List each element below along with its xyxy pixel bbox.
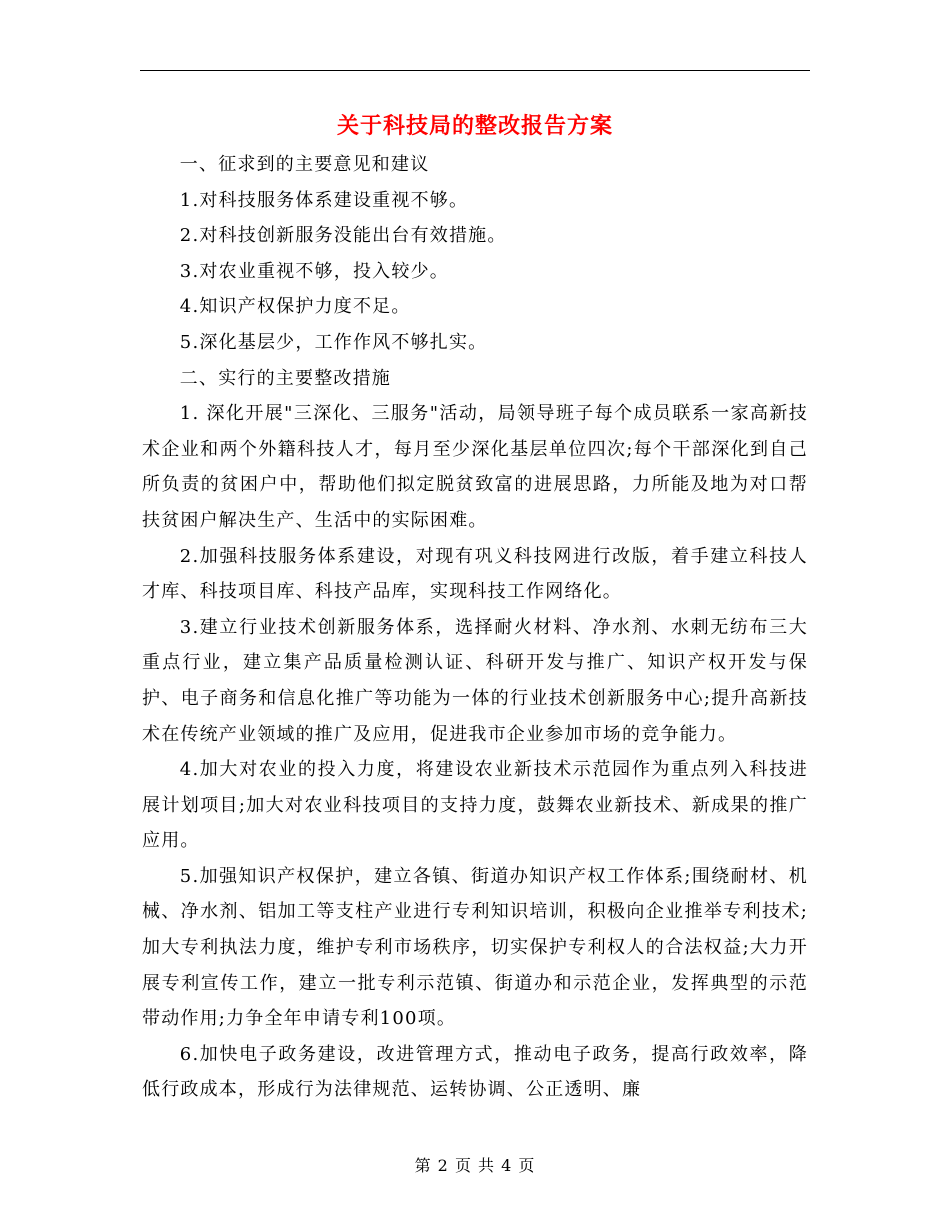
page-number-footer: 第 2 页 共 4 页	[414, 1156, 536, 1175]
document-body	[142, 147, 808, 1108]
opinion-item-3: 3.对农业重视不够，投入较少。	[179, 260, 449, 282]
measure-paragraph-5: 5.加强知识产权保护，建立各镇、街道办知识产权工作体系;围绕耐材、机械、净水剂、铝加工等支柱产业进行专利知识培训，积极向企业推举专利技术;加大专利执法力度，维护专利市场秩序，切实保护专利权人的合法权益;大力开展专利宣传工作，建立一批专利示范镇、街道办和示范企业，发挥典型的示范带动作用;力争全年申请专利100项。	[142, 865, 808, 1030]
opinion-item-5: 5.深化基层少，工作作风不够扎实。	[179, 331, 488, 353]
section-heading-opinions: 一、征求到的主要意见和建议	[179, 154, 430, 175]
section-heading-measures: 二、实行的主要整改措施	[179, 367, 391, 389]
header-rule	[140, 70, 810, 71]
measure-paragraph-6: 6.加快电子政务建设，改进管理方式，推动电子政务，提高行政效率，降低行政成本，形成行为法律规范、运转协调、公正透明、廉	[142, 1043, 808, 1101]
opinion-item-2: 2.对科技创新服务没能出台有效措施。	[179, 225, 507, 247]
measure-paragraph-2: 2.加强科技服务体系建设，对现有巩义科技网进行改版，着手建立科技人才库、科技项目库、科技产品库，实现科技工作网络化。	[142, 545, 808, 603]
measure-paragraph-1: 1. 深化开展"三深化、三服务"活动，局领导班子每个成员联系一家高新技术企业和两个外籍科技人才，每月至少深化基层单位四次;每个干部深化到自己所负责的贫困户中，帮助他们拟定脱贫致富的进展思路，力所能及地为对口帮扶贫困户解决生产、生活中的实际困难。	[142, 403, 808, 531]
opinion-item-4: 4.知识产权保护力度不足。	[179, 296, 411, 318]
measure-paragraph-3: 3.建立行业技术创新服务体系，选择耐火材料、净水剂、水刺无纺布三大重点行业，建立集产品质量检测认证、科研开发与推广、知识产权开发与保护、电子商务和信息化推广等功能为一体的行业技术创新服务中心;提升高新技术在传统产业领域的推广及应用，促进我市企业参加市场的竞争能力。	[142, 616, 808, 745]
measure-paragraph-4: 4.加大对农业的投入力度，将建设农业新技术示范园作为重点列入科技进展计划项目;加大对农业科技项目的支持力度，鼓舞农业新技术、新成果的推广应用。	[142, 759, 808, 852]
opinion-item-1: 1.对科技服务体系建设重视不够。	[179, 189, 469, 211]
document-title: 关于科技局的整改报告方案	[336, 113, 613, 139]
